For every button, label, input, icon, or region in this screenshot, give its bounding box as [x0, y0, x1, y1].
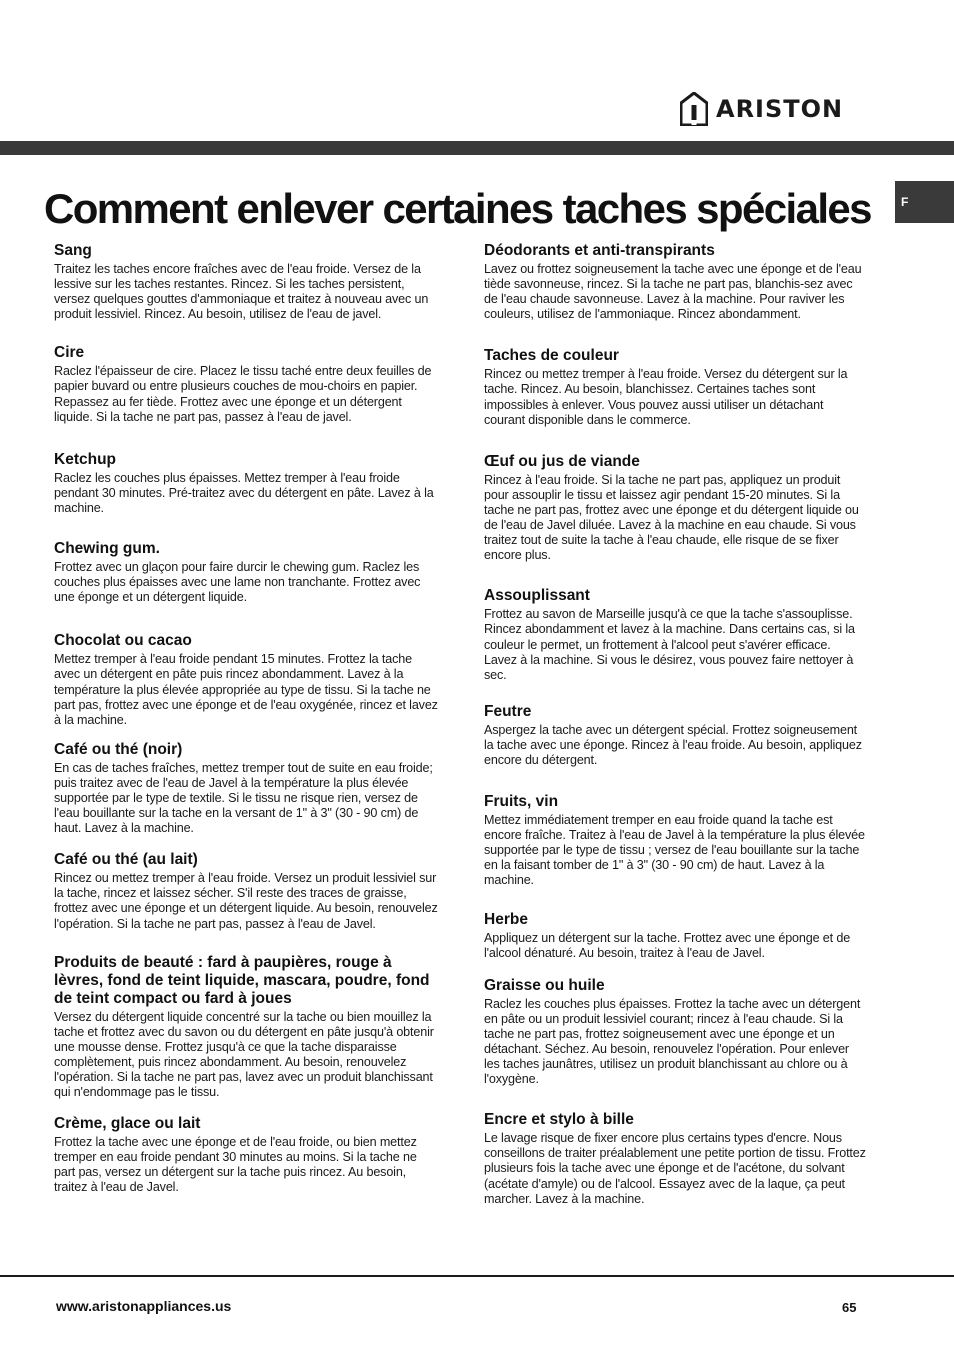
- section-text: Rincez à l'eau froide. Si la tache ne part pas, appliquez un produit pour assouplir le tissu et laissez agir pendant 15-20 minutes. Si la tache ne part pas, frottez avec une éponge et du détergent liquide ou de l'eau de Javel diluée. Lavez à la machine en eau chaude. Si vous traitez tout de suite la tache à l'eau chaude, elle risque de se fixer encore plus.: [484, 472, 859, 563]
- section-text: Mettez immédiatement tremper en eau froide quand la tache est encore fraîche. Traitez à l'eau de Javel à la température la plus élevée supportée par le type de tissu ; versez de l'eau bouillante sur la tache en la faisant tomber de 1" à 3" (30 - 90 cm) de haut. Lavez à la machine.: [484, 813, 865, 888]
- stain-section: [54, 954, 439, 1101]
- stain-section: [484, 703, 866, 768]
- stain-section: [54, 242, 439, 322]
- stain-section: [54, 451, 439, 516]
- section-title: Chocolat ou cacao: [54, 632, 192, 650]
- section-text: Aspergez la tache avec un détergent spécial. Frottez soigneusement la tache avec une éponge. Rincez à l'eau froide. Au besoin, appliquez encore du détergent.: [484, 722, 862, 767]
- page-number: 65: [842, 1300, 857, 1315]
- section-text: Lavez ou frottez soigneusement la tache avec une éponge et de l'eau tiède savonneuse, rincez. Si la tache ne part pas, blanchis-sez avec de l'eau chaude savonneuse. Lavez à la machine. Pour raviver les couleurs, utilisez de l'ammoniaque. Rincez abondamment.: [484, 262, 862, 322]
- section-text: Versez du détergent liquide concentré sur la tache ou bien mouillez la tache et frottez avec du savon ou du détergent en pâte jusqu'à obtenir une mousse dense. Frottez jusqu'à ce que la tache disparaisse complètement, puis rincez abondamment. Au besoin, renouvelez l'opération. Si la tache ne part pas, lavez avec un produit blanchissant qui n'endommage pas le tissu.: [54, 1009, 434, 1100]
- section-title: Sang: [54, 242, 92, 259]
- section-title: Graisse ou huile: [484, 976, 605, 994]
- section-title: Feutre: [484, 702, 532, 720]
- footer-rule: [0, 1275, 954, 1277]
- stain-section: [54, 851, 439, 931]
- section-text: Traitez les taches encore fraîches avec de l'eau froide. Versez de la lessive sur les taches restantes. Rincez. Si les taches persistent, versez quelques gouttes d'ammoniaque et traitez à nouveau avec un produit lessiviel. Rincez. Au besoin, utilisez de l'eau de javel.: [54, 262, 429, 322]
- section-title: Chewing gum.: [54, 540, 160, 558]
- section-text: Raclez les couches plus épaisses. Frottez la tache avec un détergent en pâte ou un produit lessiviel courant; rincez à l'eau chaude. Si la tache ne part pas, frottez soigneusement avec une éponge et un détachant. Séchez. Au besoin, renouvelez l'opération. Pour enlever les taches jaunâtres, utilisez un produit blanchissant au chlore ou à l'oxygène.: [484, 996, 861, 1087]
- stain-section: [484, 453, 866, 564]
- section-text: Frottez au savon de Marseille jusqu'à ce que la tache s'assouplisse. Rincez abondamment et lavez à la machine. Dans certains cas, si la couleur le permet, un frottement à l'alcool peut s'avérer efficace. Lavez à la machine. Si vous le désirez, vous pouvez faire nettoyer à sec.: [484, 607, 855, 682]
- section-text: Appliquez un détergent sur la tache. Frottez avec une éponge et de l'alcool dénaturé. Au besoin, traitez à l'eau de Javel.: [484, 930, 851, 960]
- section-text: En cas de taches fraîches, mettez tremper tout de suite en eau froide; puis traitez avec de l'eau de Javel à la température la plus élevée supportée par le type de textile. Si le tissu ne risque rien, versez de l'eau bouillante sur la tache en la versant de 1" à 3" (30 - 90 cm) de haut. Lavez à la machine.: [54, 760, 433, 836]
- stain-section: [54, 632, 439, 727]
- stain-section: [484, 1111, 866, 1206]
- section-title: Ketchup: [54, 450, 116, 468]
- stain-section: [54, 540, 439, 605]
- ariston-logo: [680, 92, 843, 126]
- section-text: Le lavage risque de fixer encore plus certains types d'encre. Nous conseillons de traiter préalablement une petite portion de tissu. Frottez plusieurs fois la tache avec une éponge et de l'acétone, du solvant (acétate d'amyle) ou de l'alcool. Essayez avec de la laque, ça peut marcher. Lavez à la machine.: [484, 1131, 866, 1206]
- section-title: Produits de beauté : fard à paupières, rouge à lèvres, fond de teint liquide, mascara, poudre, fond de teint compact ou fard à joues: [54, 953, 430, 1007]
- section-title: Assouplissant: [484, 587, 590, 605]
- brand-name: ARISTON: [716, 95, 844, 123]
- section-text: Frottez la tache avec une éponge et de l'eau froide, ou bien mettez tremper en eau froide pendant 30 minutes au moins. Si la tache ne part pas, versez un détergent sur la tache puis rincez. Au besoin, traitez à l'eau de Javel.: [54, 1135, 417, 1195]
- section-title: Œuf ou jus de viande: [484, 452, 640, 470]
- section-title: Herbe: [484, 910, 528, 928]
- section-text: Rincez ou mettez tremper à l'eau froide. Versez du détergent sur la tache. Rincez. Au besoin, blanchissez. Certaines taches sont impossibles à enlever. Vous pouvez aussi utiliser un détachant courant disponible dans le commerce.: [484, 367, 848, 427]
- stain-section: [54, 741, 439, 836]
- section-title: Café ou thé (au lait): [54, 851, 198, 869]
- section-text: Frottez avec un glaçon pour faire durcir le chewing gum. Raclez les couches plus épaisses avec une lame non tranchante. Frottez avec une éponge et un détergent liquide.: [54, 560, 421, 605]
- stain-section: [484, 911, 866, 961]
- stain-section: [54, 344, 439, 424]
- section-title: Encre et stylo à bille: [484, 1111, 634, 1129]
- section-text: Rincez ou mettez tremper à l'eau froide. Versez un produit lessiviel sur la tache, rincez et laissez sécher. S'il reste des traces de graisse, frottez avec une éponge et un détergent liquide. Au besoin, renouvelez l'opération. Si la tache ne part pas, passez à l'eau de Javel.: [54, 871, 438, 931]
- section-title: Cire: [54, 344, 85, 362]
- section-title: Taches de couleur: [484, 347, 619, 365]
- header-bar: [0, 141, 954, 155]
- house-logo-icon: [680, 92, 708, 126]
- stain-section: [484, 977, 866, 1088]
- stain-section: [484, 347, 866, 427]
- section-title: Café ou thé (noir): [54, 740, 183, 758]
- stain-section: [484, 242, 866, 322]
- right-column: [484, 242, 866, 1207]
- section-title: Déodorants et anti-transpirants: [484, 242, 715, 259]
- stain-section: [54, 1115, 439, 1195]
- page-title: Comment enlever certaines taches spéciales: [44, 185, 871, 232]
- section-text: Raclez les couches plus épaisses. Mettez tremper à l'eau froide pendant 30 minutes. Pré-traitez avec du détergent en pâte. Lavez à la machine.: [54, 470, 434, 515]
- section-text: Mettez tremper à l'eau froide pendant 15 minutes. Frottez la tache avec un détergent en pâte puis rincez abondamment. Lavez à la température la plus élevée appropriée au type de tissu. Si la tache ne part pas, frottez avec une éponge et de l'eau oxygénée, rincez et lavez à la machine.: [54, 652, 438, 727]
- stain-section: [484, 587, 866, 682]
- left-column: [54, 242, 439, 1196]
- stain-section: [484, 793, 866, 888]
- section-title: Crème, glace ou lait: [54, 1115, 201, 1133]
- footer-url: www.aristonappliances.us: [56, 1298, 232, 1314]
- language-tab: F: [895, 181, 954, 223]
- section-title: Fruits, vin: [484, 793, 559, 811]
- section-text: Raclez l'épaisseur de cire. Placez le tissu taché entre deux feuilles de papier buvard ou entre plusieurs couches de mou-choirs en papier. Repassez au fer tiède. Frottez avec une éponge et un détergent liquide. Si la tache ne part pas, passez à l'eau de javel.: [54, 364, 432, 424]
